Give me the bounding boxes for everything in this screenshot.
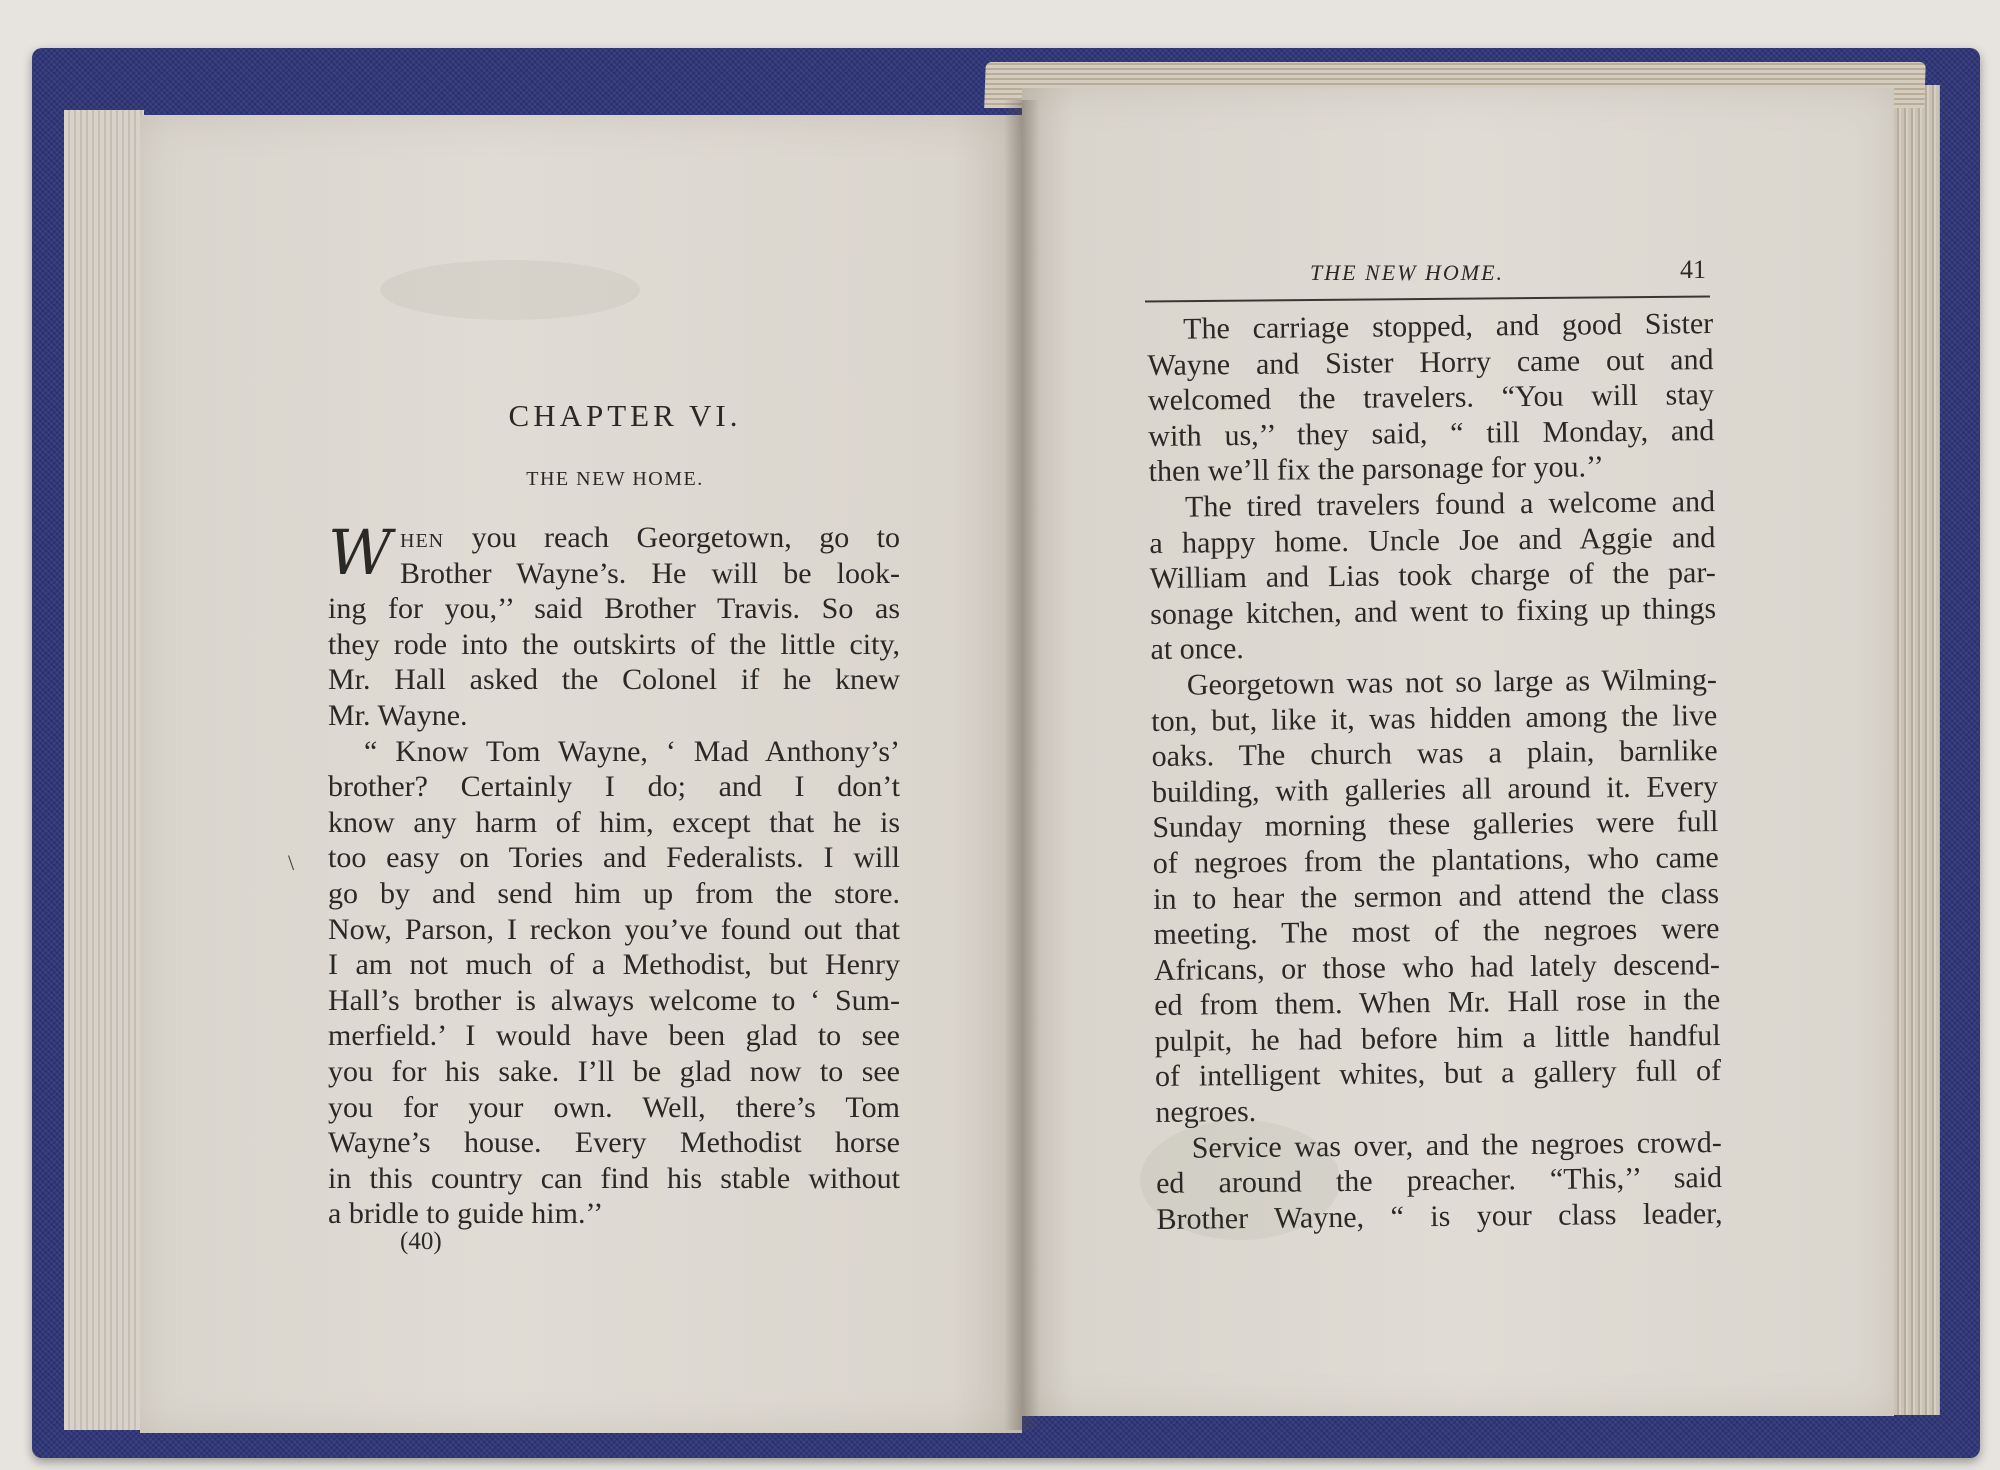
text-line: Mr. Wayne.: [328, 698, 468, 732]
drop-cap: W: [328, 516, 392, 589]
text-line: they rode into the outskirts of the little city,: [328, 627, 900, 661]
text-line: you for his sake. I’ll be glad now to see: [328, 1054, 900, 1088]
text-line-content: you reach Georgetown, go to: [444, 521, 900, 554]
page-number-left: (40): [400, 1228, 442, 1255]
text-line: meeting. The most of the negroes were: [1153, 912, 1720, 952]
text-line: The tired travelers found a welcome and: [1184, 485, 1716, 524]
text-line: in this country can find his stable without: [328, 1161, 900, 1195]
text-line: you for your own. Well, there’s Tom: [328, 1090, 900, 1124]
left-page-body: [328, 516, 900, 1232]
text-line: Service was over, and the negroes crowd-: [1191, 1125, 1722, 1165]
text-line: William and Lias took charge of the par-: [1149, 556, 1716, 596]
text-line: Wayne and Sister Horry came out and: [1147, 342, 1714, 382]
text-line: Sunday morning these galleries were full: [1152, 805, 1719, 845]
text-line: a bridle to guide him.’’: [328, 1197, 604, 1231]
text-line: then we’ll fix the parsonage for you.’’: [1148, 450, 1604, 489]
text-line: know any harm of him, except that he is: [328, 805, 900, 839]
text-line: oaks. The church was a plain, barnlike: [1151, 734, 1718, 774]
text-line: pulpit, he had before him a little handful: [1154, 1018, 1721, 1058]
text-line: brother? Certainly I do; and I don’t: [328, 770, 900, 804]
text-line: welcomed the travelers. “You will stay: [1147, 378, 1715, 418]
text-line: a happy home. Uncle Joe and Aggie and: [1149, 520, 1716, 560]
text-line: I am not much of a Methodist, but Henry: [328, 948, 900, 982]
text-line: with us,’’ they said, “ till Monday, and: [1148, 413, 1715, 453]
drop-cap-word-rest: HEN: [400, 530, 445, 552]
text-line: Brother Wayne, “ is your class leader,: [1156, 1196, 1723, 1236]
text-line: sonage kitchen, and went to fixing up things: [1149, 591, 1717, 631]
margin-mark: \: [288, 850, 295, 875]
page-stain: [380, 260, 640, 320]
text-line: ton, but, like it, was hidden among the live: [1151, 698, 1718, 738]
text-line: ed from them. When Mr. Hall rose in the: [1154, 983, 1721, 1023]
text-line: of intelligent whites, but a gallery full of: [1154, 1054, 1722, 1094]
text-line: ed around the preacher. “This,’’ said: [1155, 1161, 1723, 1201]
running-head: THE NEW HOME.: [1310, 260, 1505, 285]
text-line: Africans, or those who had lately descend-: [1153, 947, 1721, 987]
text-line: of negroes from the plantations, who came: [1152, 840, 1719, 880]
left-page-edges: [64, 110, 144, 1430]
right-page-body: [1147, 306, 1723, 1237]
text-line: Mr. Hall asked the Colonel if he knew: [328, 663, 900, 697]
chapter-subtitle: THE NEW HOME.: [526, 468, 704, 490]
text-line: Georgetown was not so large as Wilming-: [1186, 662, 1718, 702]
text-line: negroes.: [1155, 1094, 1257, 1130]
text-line: Now, Parson, I reckon you’ve found out that: [328, 912, 900, 946]
page-number-right: 41: [1680, 255, 1706, 284]
text-line: Wayne’s house. Every Methodist horse: [328, 1126, 900, 1160]
text-line: building, with galleries all around it. Every: [1151, 769, 1719, 809]
text-line: Brother Wayne’s. He will be look-: [400, 556, 900, 590]
text-line: “ Know Tom Wayne, ‘ Mad Anthony’s’: [364, 734, 900, 768]
text-line: in to hear the sermon and attend the class: [1152, 876, 1720, 916]
text-line: at once.: [1150, 632, 1244, 667]
text-line: merfield.’ I would have been glad to see: [328, 1019, 900, 1053]
text-line: too easy on Tories and Federalists. I will: [328, 841, 900, 875]
text-line: The carriage stopped, and good Sister: [1183, 307, 1714, 346]
text-line: Hall’s brother is always welcome to ‘ Sum-: [328, 983, 900, 1017]
text-line: ing for you,’’ said Brother Travis. So as: [328, 592, 900, 626]
text-line: go by and send him up from the store.: [328, 876, 900, 910]
book-gutter: [1004, 100, 1040, 1430]
chapter-title: CHAPTER VI.: [508, 398, 742, 433]
